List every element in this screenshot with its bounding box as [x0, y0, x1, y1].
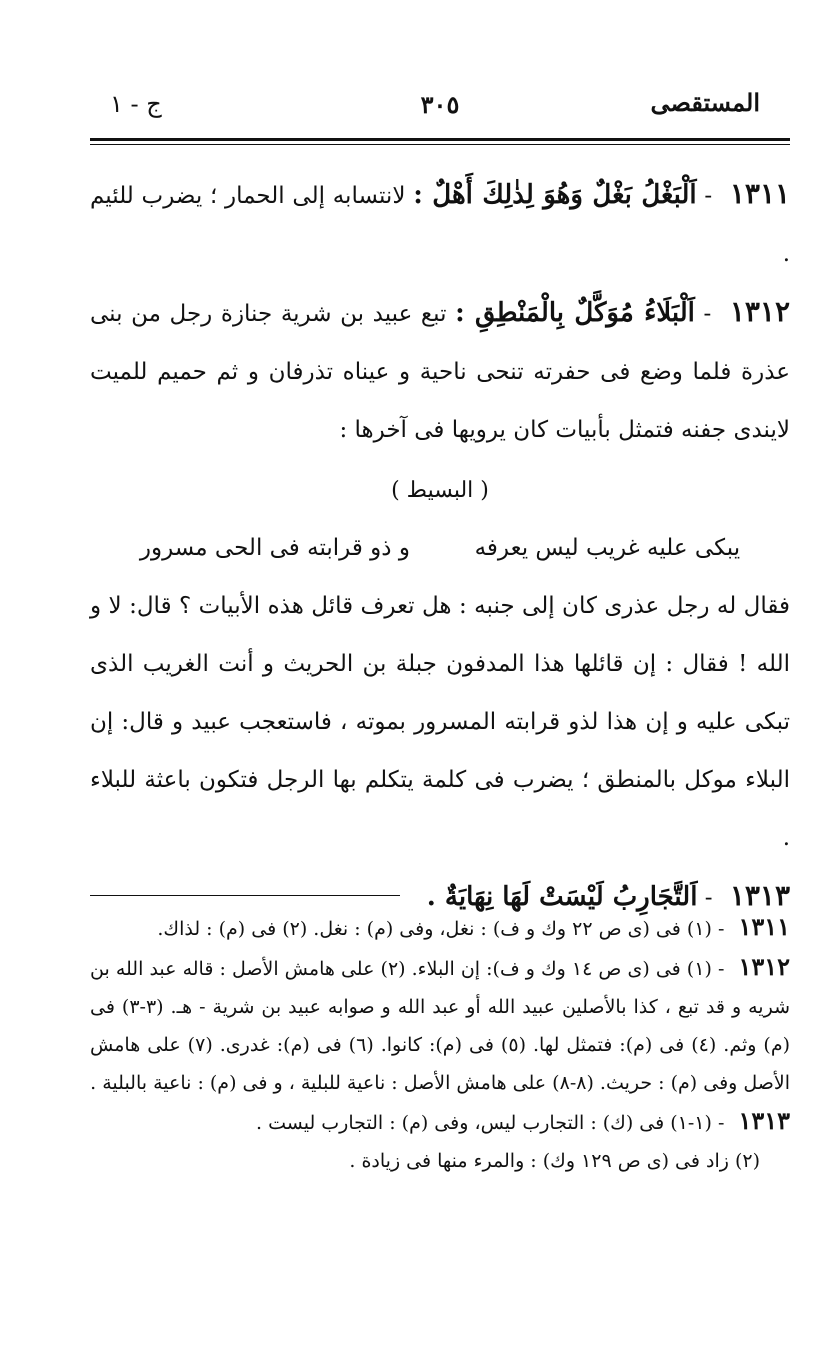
footnotes [90, 908, 790, 1180]
footnote-text: - (١) فى (ى ص ١٤ وك و ف): إن البلاء. (٢) على هامش الأصل : قاله عبد الله بن شريه و قد تبع ، كذا بالأصلين عبيد الله أو عبد الله و صوابه عبيد بن شرية - هـ. (٣-٣) فى (م) وثم. (٤) فى (م): فتمثل لها. (٥) فى (م): كانوا. (٦) فى (م): غدرى. (٧) على هامش الأصل وفى (م) : حريث. (٨-٨) على هامش الأصل : ناعية للبلية ، و فى (م) : ناعية بالبلية . [90, 958, 791, 1094]
entry-number: ١٣١٢ [729, 295, 790, 328]
proverb-text: اَلْبَلَاءُ مُوَكَّلٌ بِالْمَنْطِقِ : [455, 298, 695, 328]
volume-label: ج - ١ [110, 90, 162, 118]
entry-number: ١٣١١ [729, 177, 791, 210]
footnote-1313 [90, 1102, 790, 1142]
footnote-number: ١٣١٢ [738, 952, 791, 981]
header-rule-thick [90, 138, 790, 141]
verse-first-hemistich: يبكى عليه غريب ليس يعرفه [474, 535, 741, 561]
footnote-1313-extra: (٢) زاد فى (ى ص ١٢٩ وك) : والمرء منها فى زيادة . [349, 1150, 760, 1172]
entry-text: تبع عبيد بن شرية جنازة رجل من بنى عذرة فلما وضع فى حفرته تنحى ناحية و عيناه تذرفان و ثم حميم للميت لايندى جفنه فتمثل بأبيات كان يرويها فى آخرها : [90, 301, 790, 443]
proverb-text: اَلْبَغْلُ بَغْلٌ وَهُوَ لِذٰلِكَ أَهْلٌ : [413, 180, 697, 210]
poem-meter: ( البسيط ) [391, 478, 489, 503]
footnote-1312 [90, 948, 790, 1102]
verse-second-hemistich: و ذو قرابته فى الحى مسرور [139, 535, 410, 561]
book-page [90, 70, 790, 1300]
footnote-1311 [90, 908, 790, 948]
entry-1311: ١٣١١ - اَلْبَغْلُ بَغْلٌ وَهُوَ لِذٰلِكَ أَهْلٌ : لانتسابه إلى الحمار ؛ يضرب للئيم . [90, 177, 791, 267]
footnote-rule [90, 895, 400, 896]
footnote-number: ١٣١٣ [738, 1106, 790, 1135]
header-rule-thin [90, 144, 790, 145]
main-text [90, 165, 790, 927]
footnote-number: ١٣١١ [738, 912, 790, 941]
entry-1312: ١٣١٢ - اَلْبَلَاءُ مُوَكَّلٌ بِالْمَنْطِقِ : تبع عبيد بن شرية جنازة رجل من بنى عذرة فلما وضع فى حفرته تنحى ناحية و عيناه تذرفان و ثم حميم للميت لايندى جفنه فتمثل بأبيات كان يرويها فى آخرها : [90, 295, 790, 443]
page-header [90, 88, 790, 128]
entry-number: ١٣١٣ [729, 879, 790, 912]
proverb-text: اَلتَّجَارِبُ لَيْسَتْ لَهَا نِهَايَةٌ . [426, 882, 698, 912]
page-number: ٣٠٥ [420, 90, 460, 119]
footnote-text: - (١-١) فى (ك) : التجارب ليس، وفى (م) : التجارب ليست . [256, 1112, 725, 1134]
entry-1312-continuation: فقال له رجل عذرى كان إلى جنبه : هل تعرف قائل هذه الأبيات ؟ قال: لا و الله ! فقال : إن قائلها هذا المدفون جبلة بن الحريث و أنت الغريب الذى تبكى عليه و إن هذا لذو قرابته المسرور بموته ، فاستعجب عبيد و قال: إن البلاء موكل بالمنطق ؛ يضرب فى كلمة يتكلم بها الرجل فتكون باعثة للبلاء . [90, 593, 790, 851]
entry-1313: ١٣١٣ - اَلتَّجَارِبُ لَيْسَتْ لَهَا نِهَايَةٌ . [426, 879, 790, 912]
poem-verse [90, 519, 790, 577]
book-title: المستقصى [650, 88, 760, 117]
footnote-text: - (١) فى (ى ص ٢٢ وك و ف) : نغل، وفى (م) : نغل. (٢) فى (م) : لذاك. [157, 918, 725, 940]
entry-text: لانتسابه إلى الحمار ؛ يضرب للئيم . [90, 183, 790, 267]
